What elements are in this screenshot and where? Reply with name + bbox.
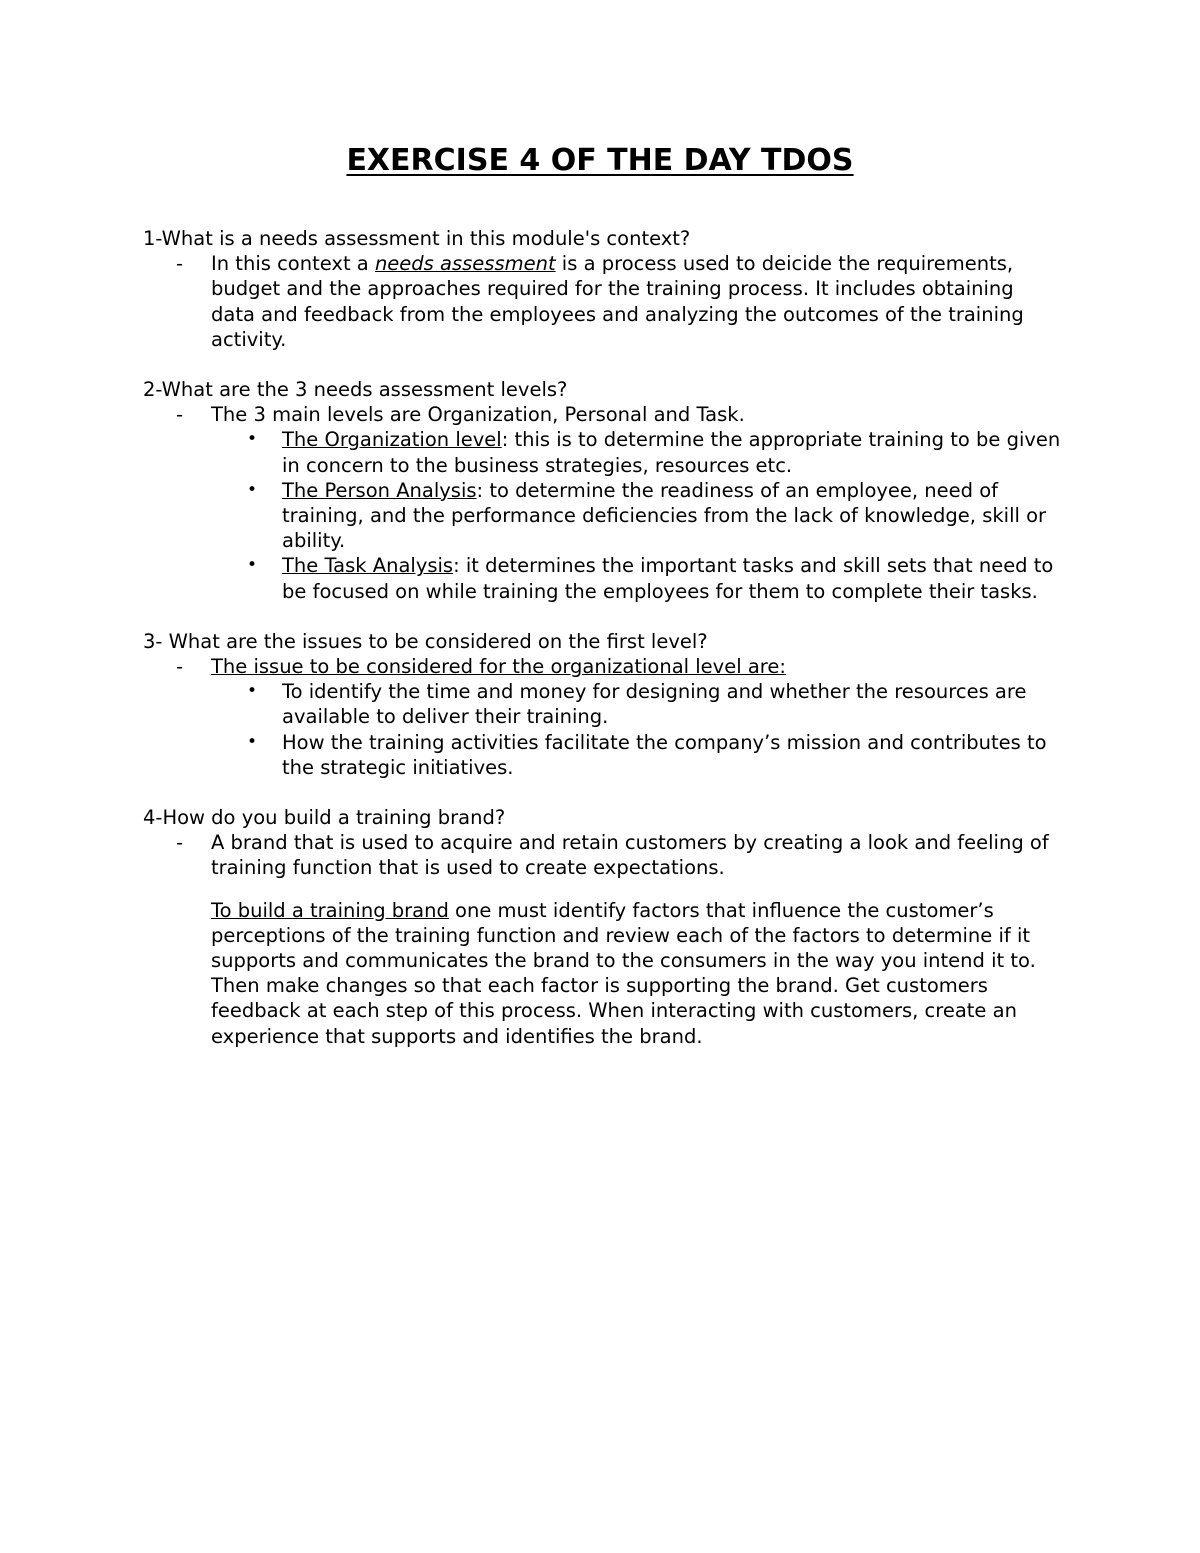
answer-2 [143,402,1063,427]
document-title: EXERCISE 4 OF THE DAY TDOS [346,143,854,178]
answer-3 [143,654,1063,679]
question-section-3 [143,629,1063,780]
answer-4-paragraph [143,898,1063,1049]
dash-marker: - [176,403,184,427]
list-item [143,478,1063,554]
answer-3-text: The issue to be considered for the organizational level are: [211,655,786,679]
question-4: 4-How do you build a training brand? [143,806,506,830]
bullet-icon: • [247,479,258,500]
answer-2-text: The 3 main levels are Organization, Personal and Task. [211,403,745,427]
list-item [143,427,1063,477]
document-body [143,226,1063,1074]
bullet-icon: • [247,681,258,702]
bullet-term: The Person Analysis [282,478,477,502]
bullet-icon: • [247,555,258,576]
answer-1-prefix: In this context a [211,252,375,276]
question-3: 3- What are the issues to be considered on the first level? [143,629,708,653]
question-section-1 [143,226,1063,352]
list-item [143,679,1063,729]
question-section-2 [143,377,1063,604]
bullet-text: : this is to determine the appropriate training to be given in concern to the business strategies, resources etc. [282,428,1061,477]
answer-1 [143,251,1063,352]
answer-4 [143,830,1063,880]
question-1: 1-What is a needs assessment in this module's context? [143,227,691,250]
paragraph-text: one must identify factors that influence the customer’s perceptions of the training function and review each of the factors to determine if it supports and communicates the brand to the consumers in the way you intend it to. Then make changes so that each factor is supporting the brand. Get customers feedback at each step of this process. When interacting with customers, create an experience that supports and identifies the brand. [211,898,1036,1048]
bullet-text: : to determine the readiness of an employee, need of training, and the performance deficiencies from the lack of knowledge, skill or ability. [282,478,1047,553]
list-item [143,730,1063,780]
bullet-text: : it determines the important tasks and skill sets that need to be focused on while training the employees for them to complete their tasks. [282,554,1054,603]
bullet-icon: • [247,429,258,450]
bullet-text: To identify the time and money for designing and whether the resources are available to deliver their training. [282,680,1027,729]
dash-marker: - [176,252,184,276]
list-item [143,553,1063,603]
bullet-term: The Task Analysis [282,554,454,578]
question-section-4 [143,805,1063,1049]
bullet-term: The Organization level [282,428,502,452]
paragraph-term: To build a training brand [211,898,449,922]
dash-marker: - [176,831,184,855]
answer-1-term: needs assessment [374,252,556,276]
dash-marker: - [176,655,184,679]
bullet-icon: • [247,731,258,752]
question-2: 2-What are the 3 needs assessment levels? [143,378,568,402]
answer-4-text: A brand that is used to acquire and retain customers by creating a look and feeling of training function that is used to create expectations. [211,831,1049,880]
bullet-text: How the training activities facilitate the company’s mission and contributes to the strategic initiatives. [282,730,1047,779]
answer-1-rest: is a process used to deicide the requirements, budget and the approaches required for the training process. It includes obtaining data and feedback from the employees and analyzing the outcomes of the training activity. [211,252,1024,351]
